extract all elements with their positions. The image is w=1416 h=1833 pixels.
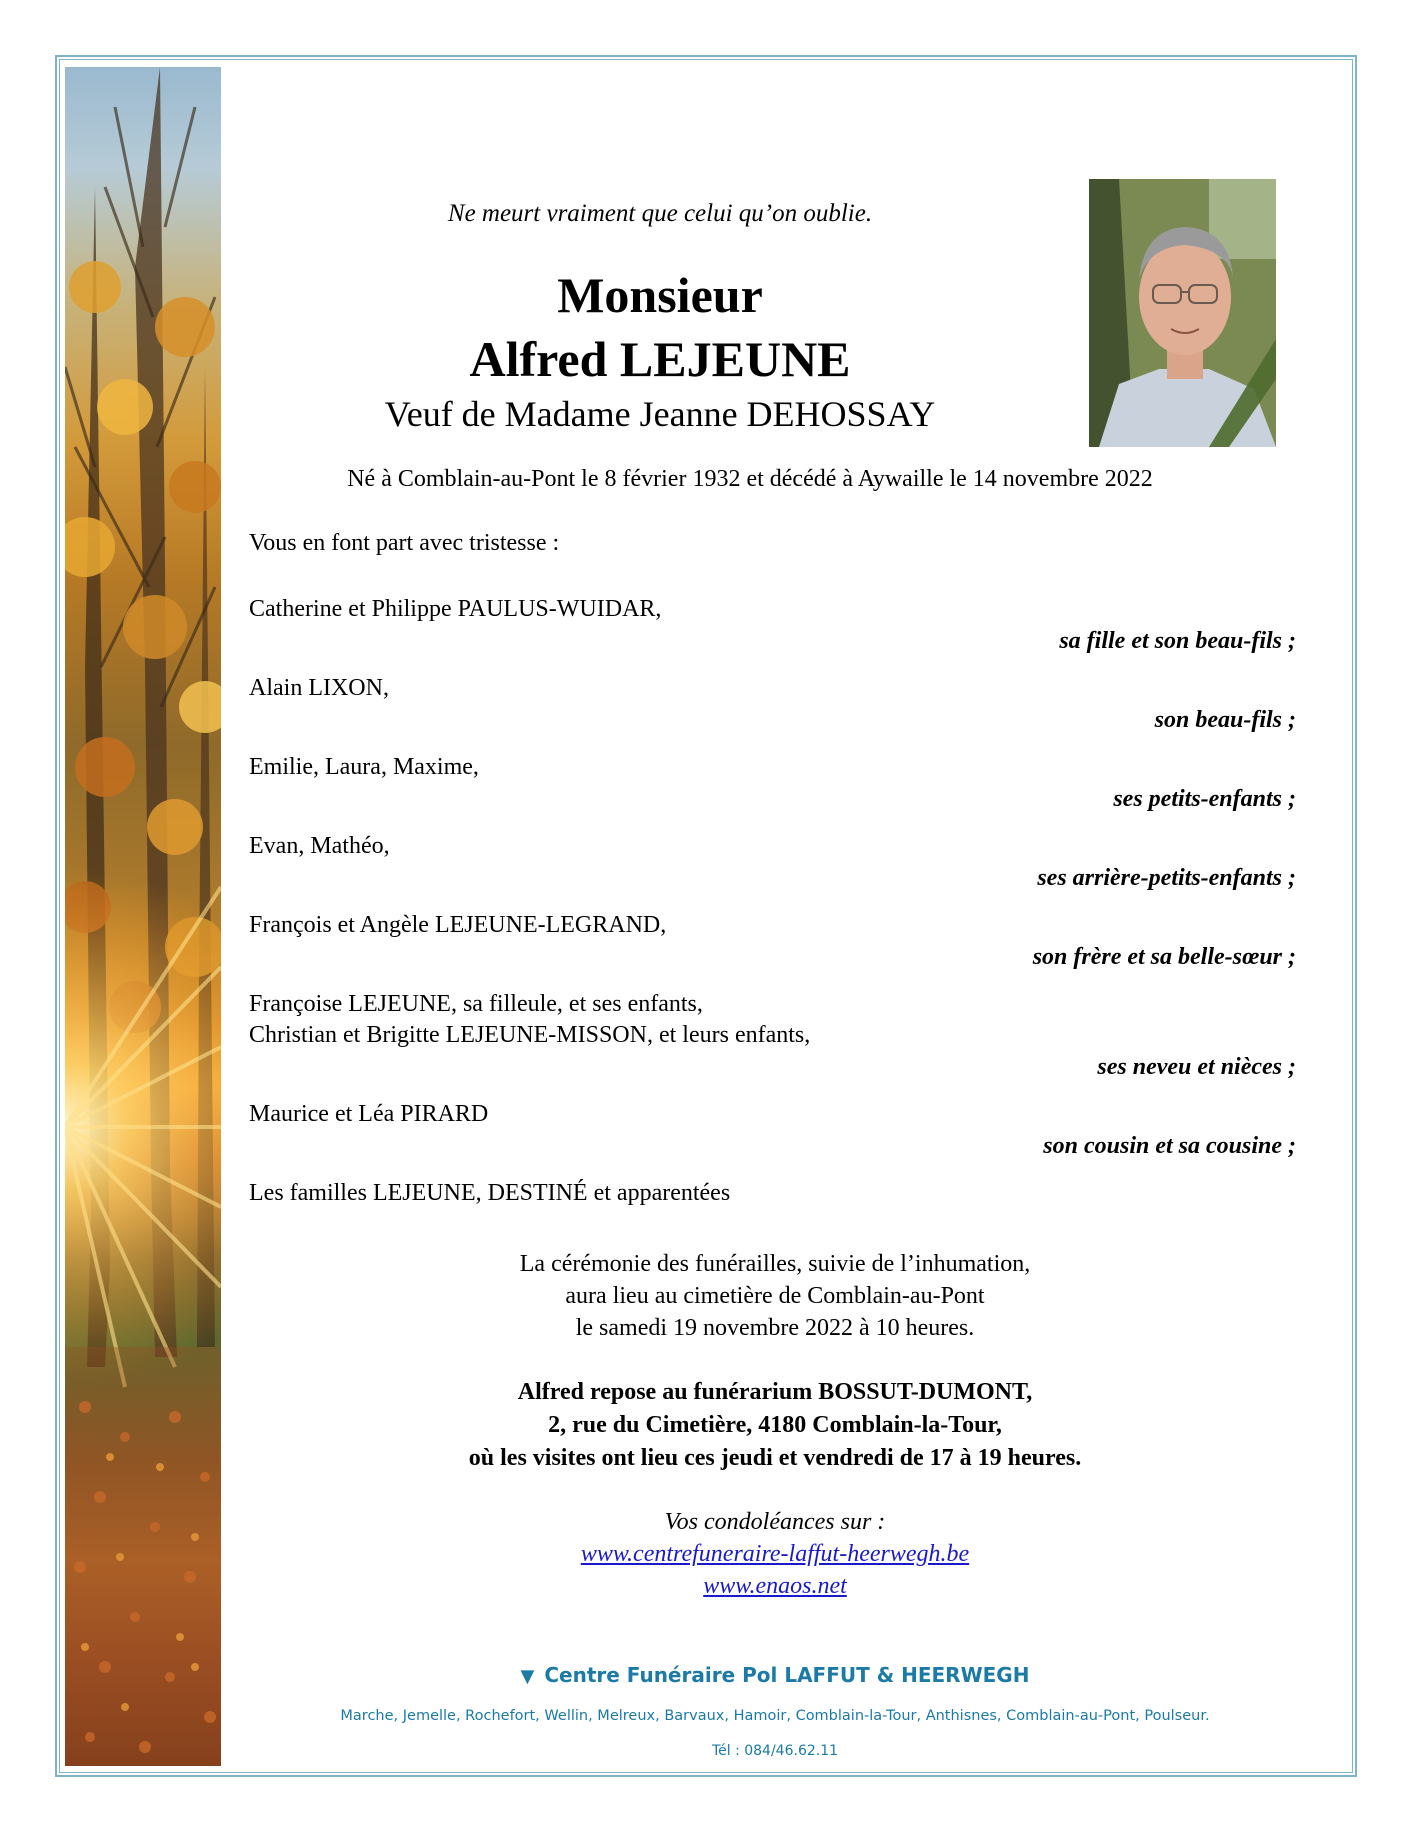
condolences-block <box>260 1506 1290 1602</box>
family-names: François et Angèle LEJEUNE-LEGRAND, <box>249 912 667 938</box>
family-relation: ses neveu et nièces ; <box>1097 1054 1296 1080</box>
family-relation: son beau-fils ; <box>1154 707 1296 733</box>
condolences-link-enaos[interactable]: www.enaos.net <box>703 1573 847 1599</box>
repose-line: où les visites ont lieu ces jeudi et vendredi de 17 à 19 heures. <box>468 1445 1082 1471</box>
family-relation: sa fille et son beau-fils ; <box>1059 628 1296 654</box>
condolences-label: Vos condoléances sur : <box>664 1509 886 1535</box>
family-relation: ses petits-enfants ; <box>1113 786 1296 812</box>
family-names: Alain LIXON, <box>249 675 389 701</box>
repose-line: 2, rue du Cimetière, 4180 Comblain-la-Tour, <box>548 1412 1002 1438</box>
autumn-forest-image <box>65 67 221 1766</box>
families-line: Les familles LEJEUNE, DESTINÉ et apparentées <box>249 1180 731 1206</box>
spouse-line: Veuf de Madame Jeanne DEHOSSAY <box>384 394 936 434</box>
repose-block <box>260 1376 1290 1475</box>
deceased-title: Monsieur <box>557 267 763 323</box>
funeral-home-label: Centre Funéraire Pol LAFFUT & HEERWEGH <box>544 1663 1030 1687</box>
family-names: Françoise LEJEUNE, sa filleule, et ses enfants, <box>249 991 703 1017</box>
funeral-home-towns: Marche, Jemelle, Rochefort, Wellin, Melreux, Barvaux, Hamoir, Comblain-la-Tour, Anthisnes, Comblain-au-Pont, Poulseur. <box>340 1708 1210 1724</box>
family-names: Emilie, Laura, Maxime, <box>249 754 479 780</box>
triangle-down-icon: ▼ <box>520 1666 535 1687</box>
family-relation: ses arrière-petits-enfants ; <box>1037 865 1296 891</box>
birth-death-line: Né à Comblain-au-Pont le 8 février 1932 et décédé à Aywaille le 14 novembre 2022 <box>347 466 1153 492</box>
epitaph-quote: Ne meurt vraiment que celui qu’on oublie. <box>447 200 873 227</box>
deceased-name: Alfred LEJEUNE <box>469 331 851 387</box>
ceremony-line: La cérémonie des funérailles, suivie de l’inhumation, <box>519 1251 1031 1277</box>
funeral-home-phone: Tél : 084/46.62.11 <box>711 1743 839 1759</box>
family-names: Maurice et Léa PIRARD <box>249 1101 489 1127</box>
family-names: Catherine et Philippe PAULUS-WUIDAR, <box>249 596 662 622</box>
repose-line: Alfred repose au funérarium BOSSUT-DUMONT, <box>517 1379 1033 1405</box>
family-relation: son frère et sa belle-sœur ; <box>1032 944 1296 970</box>
ceremony-block <box>260 1248 1290 1344</box>
ceremony-line: aura lieu au cimetière de Comblain-au-Pont <box>565 1283 985 1309</box>
intro-line: Vous en font part avec tristesse : <box>249 530 560 556</box>
portrait-photo <box>1089 179 1276 447</box>
funeral-home-name <box>260 1663 1290 1687</box>
ceremony-line: le samedi 19 novembre 2022 à 10 heures. <box>575 1315 975 1341</box>
condolences-link-laffut[interactable]: www.centrefuneraire-laffut-heerwegh.be <box>580 1541 970 1567</box>
family-names-continued: Christian et Brigitte LEJEUNE-MISSON, et leurs enfants, <box>249 1022 811 1048</box>
family-names: Evan, Mathéo, <box>249 833 390 859</box>
family-relation: son cousin et sa cousine ; <box>1043 1133 1296 1159</box>
